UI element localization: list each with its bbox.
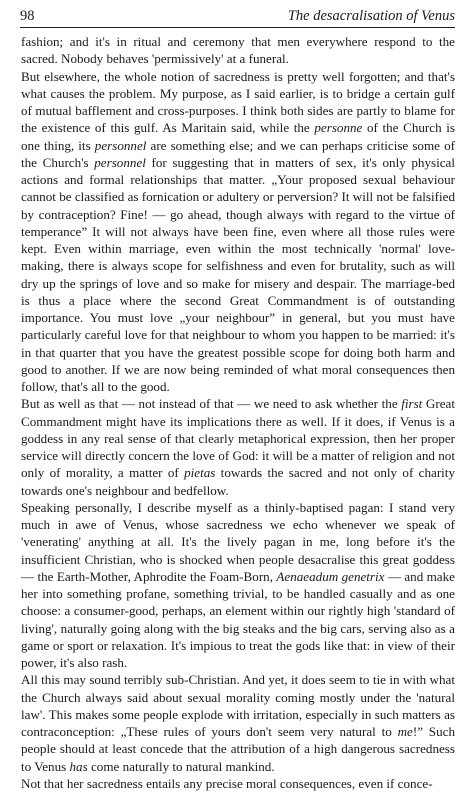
- paragraph: But as well as that — not instead of that — we need to ask whether the first Great Commandment might have its implications there as well. If it does, if Venus is a goddess in any real sense of that clearly metaphorical expression, then her proper service will directly concern the love of God: it will be a matter of religion and not only of morality, a matter of pietas towards the sacred and not only of charity towards one's neighbour and bedfellow.: [21, 396, 455, 498]
- paragraph: Speaking personally, I describe myself as a thinly-baptised pagan: I stand very much in awe of Venus, whose sacredness we echo whenever we speak of 'venerating' anything at all. It's the lively pagan in me, long before it's the insufficient Christian, who is shocked when people desacralise this great goddess — the Earth-Mother, Aphrodite the Foam-Born, Aenaeadum genetrix — and make her into something profane, something trivial, to be handled casually and as one choose: a consumer-good, perhaps, an element within our rightly high 'standard of living', naturally going along with the big steaks and the big cars, serving also as a game or sport or relaxation. It's impious to treat the gods like that: in view of their power, it's also rash.: [21, 499, 455, 670]
- page-number: 98: [20, 8, 35, 24]
- paragraph: Not that her sacredness entails any precise moral consequences, even if conce-: [21, 775, 433, 791]
- paragraph: But elsewhere, the whole notion of sacredness is pretty well forgotten; and that's what causes the problem. My purpose, as I said earlier, is to bridge a certain gulf of mutual bafflement and cross-purposes. I think both sides are partly to blame for the existence of this gulf. As Maritain said, while the personne of the Church is one thing, its personnel are something else; and we can perhaps criticise some of the Church's personnel for suggesting that in matters of sex, it's only physical actions and formal relationships that matter. „Your proposed sexual behaviour cannot be classified as fornication or adultery or perversion? It will not be falsified by contraception? Fine! — go ahead, though always with regard to the virtue of temperance” It will not always have been fine, even where all those rules were kept. Even within marriage, even within the most technically 'normal' love-making, there is always scope for selfishness and even for brutality, such as will dry up the springs of love and so make for misery and despair. The marriage-bed is thus a place where the second Great Commandment is of outstanding importance. You must love „your neighbour” in general, but you must have particularly careful love for that neighbour to whom you happen to be married: it's in that quarter that you have the greatest possible scope for doing both harm and good to another. If we are now being reminded of what moral consequences then follow, that's all to the good.: [21, 68, 456, 394]
- body-text: [21, 33, 455, 792]
- paragraph: All this may sound terribly sub-Christian. And yet, it does seem to tie in with what the Church always said about sexual morality coming mostly under the 'natural law'. This makes some people explode with irritation, especially in such matters as contraconception: „These rules of yours don't seem very natural to me!” Such people should at least concede that the attribution of a high dangerous sacredness to Venus has come naturally to natural mankind.: [21, 672, 455, 774]
- running-title: The desacralisation of Venus: [287, 8, 455, 24]
- paragraph: fashion; and it's in ritual and ceremony that men everywhere respond to the sacred. Nobody behaves 'permissively' at a funeral.: [21, 34, 455, 67]
- running-header: [20, 5, 455, 28]
